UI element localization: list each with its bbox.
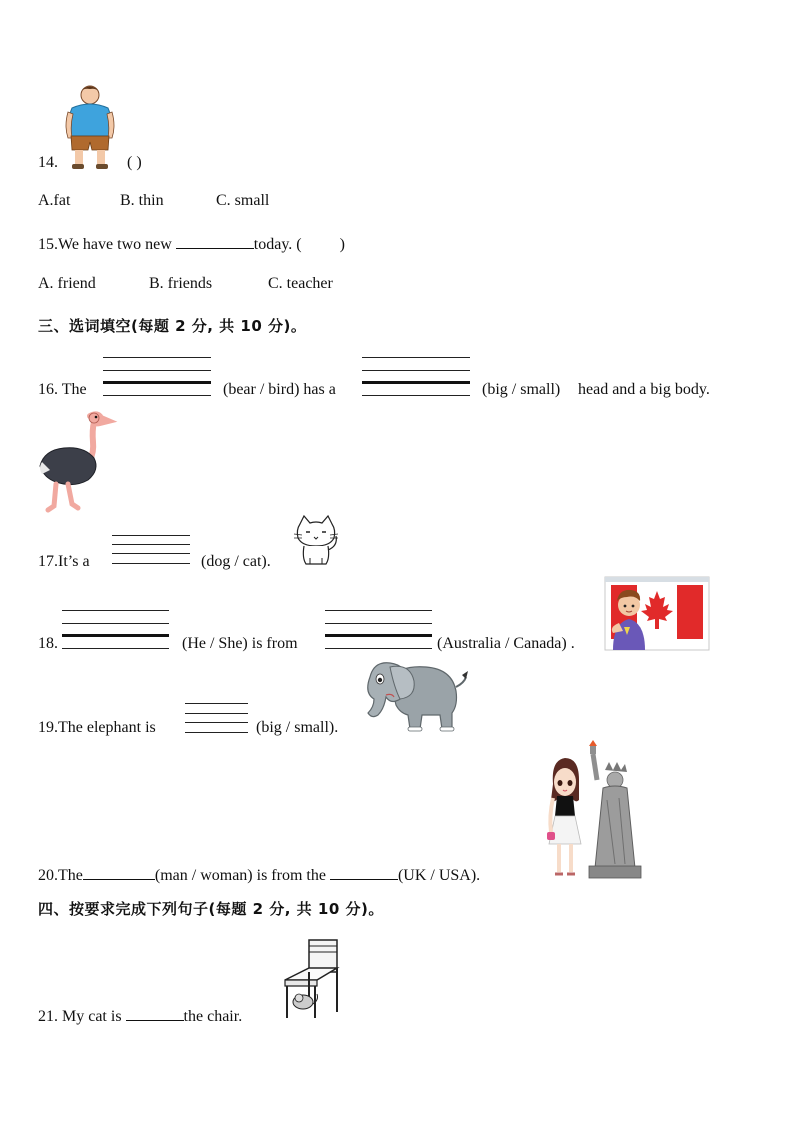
q15-option-c: C. teacher <box>268 275 333 292</box>
ostrich-icon <box>38 410 108 512</box>
q19-blank[interactable] <box>185 732 248 733</box>
q21-sentence <box>38 1006 242 1026</box>
q17-choice: (dog / cat). <box>201 553 271 570</box>
q16-end: head and a big body. <box>578 381 710 398</box>
q18-start: 18. <box>38 635 58 652</box>
section-3-title: 三、选词填空(每题 2 分, 共 10 分)。 <box>38 317 307 335</box>
q17-blank[interactable] <box>112 563 190 564</box>
q15-option-a: A. friend <box>38 275 96 292</box>
q17-writing-line <box>112 535 190 536</box>
q16-writing-line <box>103 357 211 358</box>
cat-icon <box>292 516 340 566</box>
q18-writing-line <box>325 634 432 637</box>
q16-choice-2: (big / small) <box>482 381 561 398</box>
q16-writing-line <box>362 381 470 384</box>
q14-number: 14. <box>38 154 58 171</box>
q16-blank-1[interactable] <box>103 395 211 396</box>
q20-choice-1: (man / woman) is from the <box>154 867 326 884</box>
q21-start: 21. My cat is <box>38 1008 122 1025</box>
q15-sentence <box>38 234 345 254</box>
q15-suffix: today. ( <box>253 236 302 253</box>
section-4-title: 四、按要求完成下列句子(每题 2 分, 共 10 分)。 <box>38 900 384 918</box>
q16-writing-line <box>103 381 211 384</box>
q16-choice-1: (bear / bird) has a <box>223 381 336 398</box>
q16-blank-2[interactable] <box>362 395 470 396</box>
q20-blank-2[interactable] <box>330 865 398 880</box>
q17-start: 17.It’s a <box>38 553 90 570</box>
q18-writing-line <box>62 634 169 637</box>
q21-end: the chair. <box>183 1008 243 1025</box>
q19-writing-line <box>185 703 248 704</box>
q20-start: 20.The <box>38 867 83 884</box>
q14-option-c: C. small <box>216 192 270 209</box>
q15-prefix: 15.We have two new <box>38 236 172 253</box>
q21-blank[interactable] <box>126 1006 184 1021</box>
q18-choice-2: (Australia / Canada) . <box>437 635 575 652</box>
q17-writing-line <box>112 553 190 554</box>
q18-choice-1: (He / She) is from <box>182 635 298 652</box>
q16-writing-line <box>362 370 470 371</box>
q20-blank-1[interactable] <box>83 865 155 880</box>
q14-option-b: B. thin <box>120 192 164 209</box>
q18-writing-line <box>325 623 432 624</box>
q19-writing-line <box>185 713 248 714</box>
q18-blank-1[interactable] <box>62 648 169 649</box>
boy-canada-flag-icon <box>605 577 709 650</box>
q20-choice-2: (UK / USA). <box>397 867 481 884</box>
q19-writing-line <box>185 722 248 723</box>
q14-option-a: A.fat <box>38 192 71 209</box>
chair-cat-icon <box>283 940 345 1020</box>
q15-blank[interactable] <box>176 234 254 249</box>
q16-writing-line <box>103 370 211 371</box>
q19-choice: (big / small). <box>256 719 339 736</box>
q20-sentence <box>38 865 480 885</box>
fat-boy-icon <box>62 84 118 170</box>
q18-writing-line <box>62 623 169 624</box>
q16-writing-line <box>362 357 470 358</box>
elephant-icon <box>356 657 468 734</box>
q15-close-paren: ) <box>339 236 345 253</box>
q14-answer-paren: ( ) <box>127 154 142 171</box>
q19-start: 19.The elephant is <box>38 719 156 736</box>
q15-option-b: B. friends <box>149 275 213 292</box>
q18-writing-line <box>325 610 432 611</box>
q17-writing-line <box>112 544 190 545</box>
q18-blank-2[interactable] <box>325 648 432 649</box>
q18-writing-line <box>62 610 169 611</box>
girl-statue-of-liberty-icon <box>545 740 641 880</box>
q16-start: 16. The <box>38 381 87 398</box>
